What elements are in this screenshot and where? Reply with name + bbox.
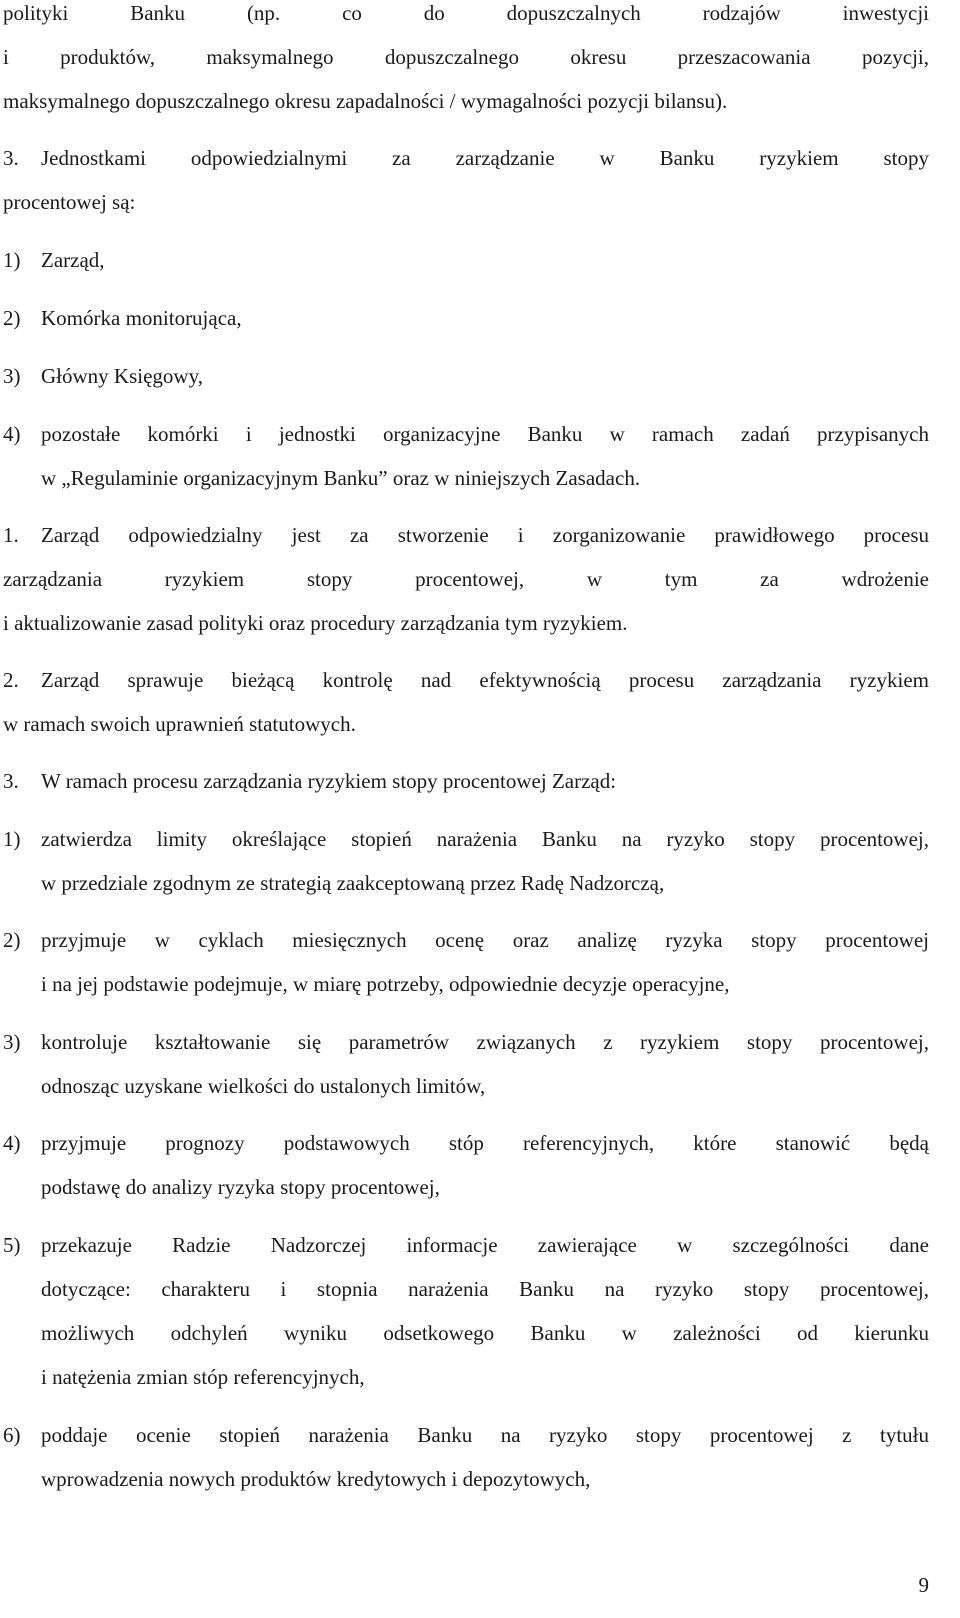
list-item: [3, 305, 929, 331]
list-text: możliwych odchyleń wyniku odsetkowego Banku w zależności od kierunku: [41, 1321, 929, 1345]
section-1-line: [3, 522, 929, 548]
paragraph-line: procentowej są:: [3, 190, 136, 214]
list-text: dotyczące: charakteru i stopnia narażenia Banku na ryzyko stopy procentowej,: [41, 1277, 929, 1301]
list-number: 1): [3, 827, 21, 851]
list-text: przyjmuje w cyklach miesięcznych ocenę oraz analizę ryzyka stopy procentowej: [41, 928, 929, 952]
list-text: w przedziale zgodnym ze strategią zaakceptowaną przez Radę Nadzorczą,: [41, 871, 665, 895]
list-number: 4): [3, 1131, 21, 1155]
paragraph-line: w ramach swoich uprawnień statutowych.: [3, 712, 356, 736]
list-item: [3, 247, 929, 273]
section-number: 2.: [3, 668, 19, 692]
section-2-line: [3, 667, 929, 693]
list-number: 5): [3, 1233, 21, 1257]
section-number: 3.: [3, 146, 19, 170]
list-number: 6): [3, 1423, 21, 1447]
list-text: zatwierdza limity określające stopień narażenia Banku na ryzyko stopy procentowej,: [41, 827, 929, 851]
section-text: Jednostkami odpowiedzialnymi za zarządzanie w Banku ryzykiem stopy: [41, 146, 929, 170]
list-text: i natężenia zmian stóp referencyjnych,: [41, 1365, 365, 1389]
page-number: 9: [918, 1573, 929, 1597]
list-item: [3, 363, 929, 389]
section-text: Zarząd sprawuje bieżącą kontrolę nad efektywnością procesu zarządzania ryzykiem: [41, 668, 929, 692]
list-number: 3): [3, 1030, 21, 1054]
section-text: Zarząd odpowiedzialny jest za stworzenie i zorganizowanie prawidłowego procesu: [41, 523, 929, 547]
list-text: przekazuje Radzie Nadzorczej informacje zawierające w szczególności dane: [41, 1233, 929, 1257]
list-text: kontroluje kształtowanie się parametrów związanych z ryzykiem stopy procentowej,: [41, 1030, 929, 1054]
paragraph-line: zarządzania ryzykiem stopy procentowej, w tym za wdrożenie: [3, 567, 929, 591]
list-text: poddaje ocenie stopień narażenia Banku na ryzyko stopy procentowej z tytułu: [41, 1423, 929, 1447]
list-number: 4): [3, 422, 21, 446]
section-number: 3.: [3, 769, 19, 793]
list-number: 2): [3, 306, 21, 330]
list-number: 3): [3, 364, 21, 388]
list-text: wprowadzenia nowych produktów kredytowych i depozytowych,: [41, 1467, 591, 1491]
paragraph-line: polityki Banku (np. co do dopuszczalnych rodzajów inwestycji: [3, 1, 929, 25]
list-text: podstawę do analizy ryzyka stopy procentowej,: [41, 1175, 440, 1199]
list-text: Zarząd,: [41, 248, 105, 272]
list-text: odnosząc uzyskane wielkości do ustalonych limitów,: [41, 1074, 486, 1098]
list-number: 1): [3, 248, 21, 272]
section-number: 1.: [3, 523, 19, 547]
list-number: 2): [3, 928, 21, 952]
paragraph-line: i produktów, maksymalnego dopuszczalnego okresu przeszacowania pozycji,: [3, 45, 929, 69]
section-3b-line: [3, 768, 929, 794]
list-text: przyjmuje prognozy podstawowych stóp referencyjnych, które stanowić będą: [41, 1131, 929, 1155]
paragraph-line: i aktualizowanie zasad polityki oraz procedury zarządzania tym ryzykiem.: [3, 611, 628, 635]
list-text: i na jej podstawie podejmuje, w miarę potrzeby, odpowiednie decyzje operacyjne,: [41, 972, 730, 996]
list-text: pozostałe komórki i jednostki organizacyjne Banku w ramach zadań przypisanych: [41, 422, 929, 446]
list-text: Główny Księgowy,: [41, 364, 203, 388]
paragraph-line: maksymalnego dopuszczalnego okresu zapadalności / wymagalności pozycji bilansu).: [3, 89, 728, 113]
section-3-line: [3, 145, 929, 171]
section-text: W ramach procesu zarządzania ryzykiem stopy procentowej Zarząd:: [41, 769, 617, 793]
list-text: Komórka monitorująca,: [41, 306, 242, 330]
list-text: w „Regulaminie organizacyjnym Banku” oraz w niniejszych Zasadach.: [41, 466, 641, 490]
